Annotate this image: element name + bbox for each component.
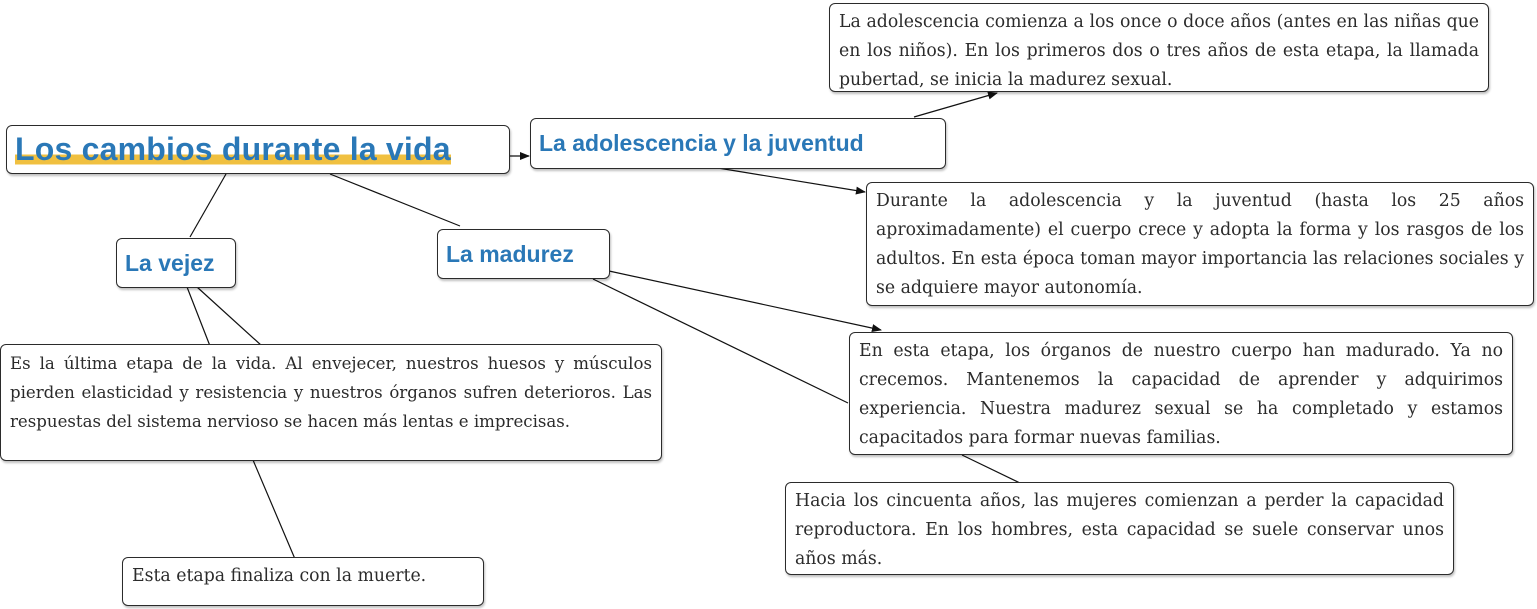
main-topic-node[interactable] <box>6 125 510 174</box>
link-madurez-to-organos <box>609 271 881 330</box>
link-adolescencia-to-cuerpo <box>718 168 865 192</box>
topic-adolescencia-node[interactable] <box>530 118 946 169</box>
text-madurez-cincuenta-content: Hacia los cincuenta años, las mujeres comienzan a perder la capacidad reproductora. En los hombres, esta capacidad se suele conservar unos años más. <box>795 491 1444 569</box>
text-adolescencia-cuerpo-content: Durante la adolescencia y la juventud (hasta los 25 años aproximadamente) el cuerpo crece y adopta la forma y los rasgos de los adultos. En esta época toman mayor importancia las relaciones sociales y se adquiere mayor autonomía. <box>876 191 1524 298</box>
text-madurez-cincuenta[interactable] <box>785 482 1454 575</box>
link-ultima-to-fin <box>253 460 295 559</box>
link-title-to-vejez <box>190 174 226 237</box>
link-adolescencia-to-inicio <box>914 93 997 117</box>
text-adolescencia-cuerpo[interactable] <box>866 182 1534 306</box>
link-title-to-madurez <box>330 174 460 226</box>
main-topic-title: Los cambios durante la vida <box>15 131 451 167</box>
topic-adolescencia-label: La adolescencia y la juventud <box>539 130 864 156</box>
topic-madurez-node[interactable] <box>437 229 610 279</box>
text-vejez-ultima-content: Es la última etapa de la vida. Al envejecer, nuestros huesos y músculos pierden elasticidad y resistencia y nuestros órganos sufren deterioros. Las respuestas del sistema nervioso se hacen más lentas e imprecisas. <box>10 354 652 431</box>
text-vejez-ultima[interactable] <box>0 344 662 461</box>
text-adolescencia-inicio-content: La adolescencia comienza a los once o doce años (antes en las niñas que en los niños). En los primeros dos o tres años de esta etapa, la llamada pubertad, se inicia la madurez sexual. <box>839 12 1479 90</box>
text-vejez-fin[interactable] <box>122 557 484 606</box>
topic-madurez-label: La madurez <box>446 240 574 267</box>
text-madurez-organos-content: En esta etapa, los órganos de nuestro cuerpo han madurado. Ya no crecemos. Mantenemos la capacidad de aprender y adquirimos experiencia. Nuestra madurez sexual se ha completado y estamos capacitados para formar nuevas familias. <box>859 341 1503 448</box>
text-madurez-organos[interactable] <box>849 332 1513 455</box>
text-vejez-fin-content: Esta etapa finaliza con la muerte. <box>132 566 427 586</box>
text-adolescencia-inicio[interactable] <box>829 3 1489 92</box>
topic-vejez-label: La vejez <box>125 249 215 276</box>
topic-vejez-node[interactable] <box>116 238 236 288</box>
link-organos-to-cincuenta <box>962 455 1020 483</box>
